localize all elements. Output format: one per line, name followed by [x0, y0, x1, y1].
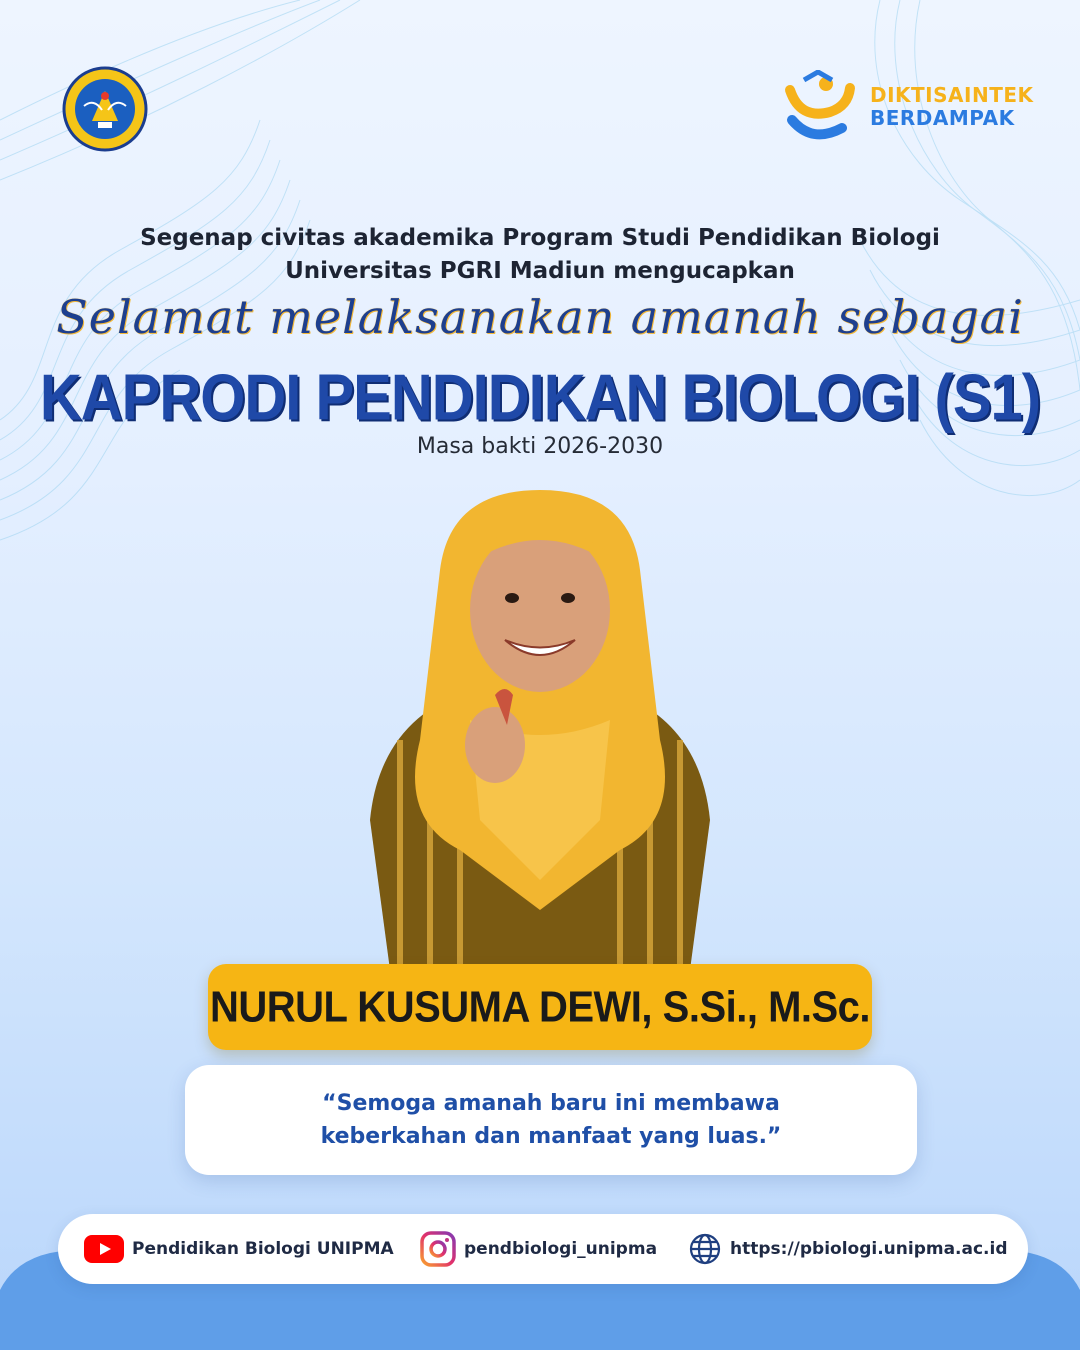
service-period: Masa bakti 2026-2030	[416, 434, 664, 459]
quote-line-1: “Semoga amanah baru ini membawa	[322, 1091, 780, 1116]
unipma-seal-icon	[62, 66, 148, 152]
instagram-label: pendbiologi_unipma	[464, 1239, 658, 1259]
footer-instagram[interactable]	[420, 1214, 657, 1284]
page-title: KAPRODI PENDIDIKAN BIOLOGI (S1)	[39, 361, 1041, 434]
diktisaintek-line2: BERDAMPAK	[870, 106, 1015, 130]
globe-icon	[688, 1232, 722, 1266]
unipma-logo	[62, 66, 148, 152]
person-name: NURUL KUSUMA DEWI, S.Si., M.Sc.	[209, 982, 871, 1031]
intro-line-2: Universitas PGRI Madiun mengucapkan	[285, 258, 795, 284]
name-banner	[208, 964, 872, 1050]
youtube-label: Pendidikan Biologi UNIPMA	[132, 1239, 394, 1259]
intro-text	[0, 222, 1080, 288]
diktisaintek-icon	[782, 70, 856, 146]
instagram-icon	[420, 1231, 456, 1267]
quote-card	[185, 1065, 917, 1175]
diktisaintek-logo	[782, 70, 1034, 146]
intro-line-1: Segenap civitas akademika Program Studi Pendidikan Biologi	[140, 225, 940, 251]
person-portrait	[360, 490, 720, 970]
quote-line-2: keberkahan dan manfaat yang luas.”	[320, 1124, 782, 1149]
website-label: https://pbiologi.unipma.ac.id	[730, 1239, 1008, 1259]
youtube-icon	[84, 1235, 124, 1263]
footer-website[interactable]	[688, 1214, 1008, 1284]
footer-bar	[58, 1214, 1028, 1284]
footer-youtube[interactable]	[84, 1214, 394, 1284]
script-greeting: Selamat melaksanakan amanah sebagai	[56, 290, 1024, 344]
diktisaintek-line1: DIKTISAINTEK	[870, 83, 1034, 107]
